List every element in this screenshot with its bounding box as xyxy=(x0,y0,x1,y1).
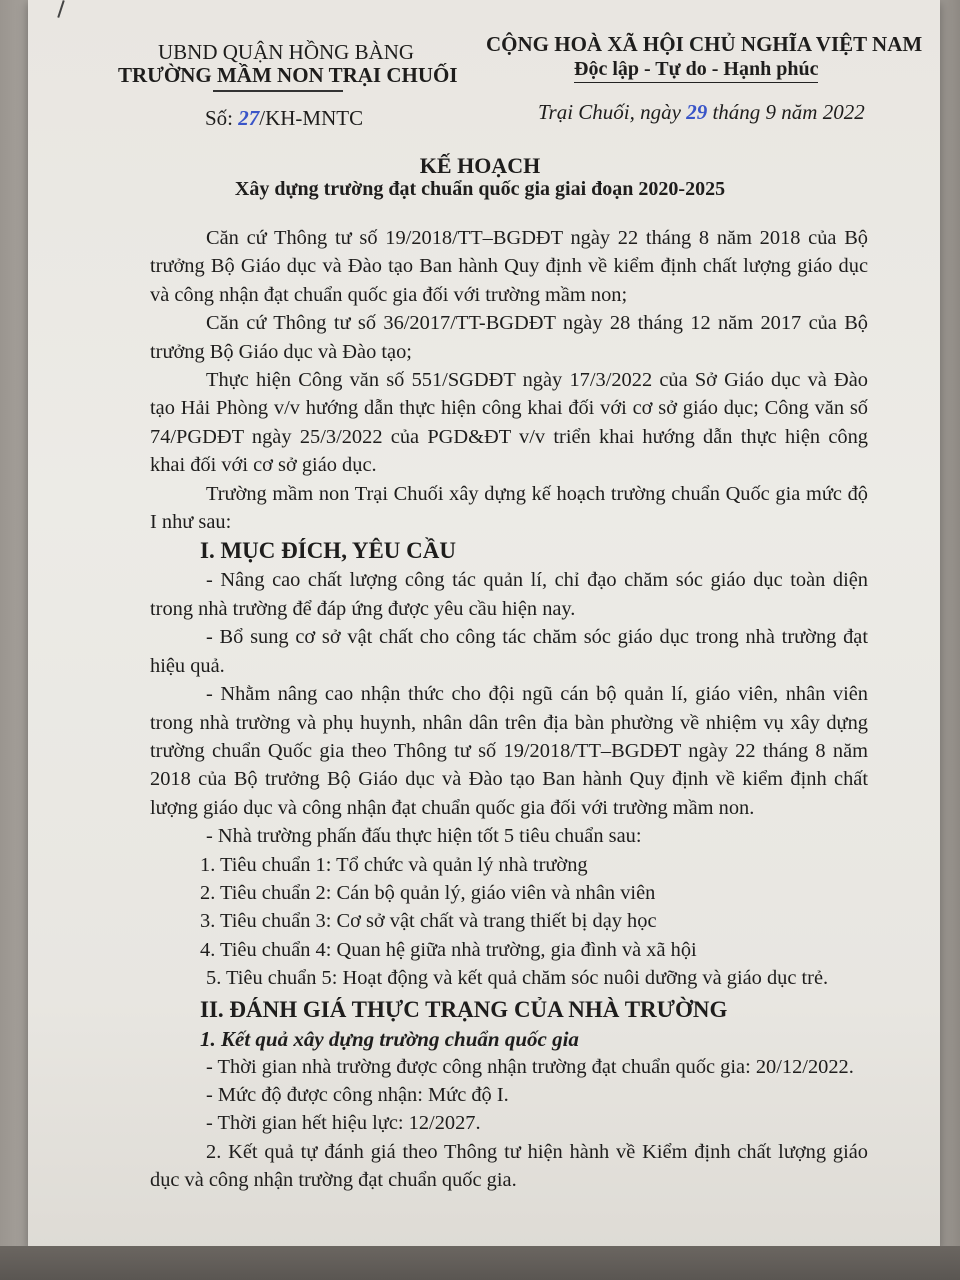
subsection-heading-1: 1. Kết quả xây dựng trường chuẩn quốc gia xyxy=(200,1026,579,1051)
section-heading-2: II. ĐÁNH GIÁ THỰC TRẠNG CỦA NHÀ TRƯỜNG xyxy=(200,996,728,1022)
doc-number-prefix: Số: xyxy=(205,106,239,130)
section2-paragraph: 2. Kết quả tự đánh giá theo Thông tư hiện hành về Kiểm định chất lượng giáo dục và công nhận trường đạt chuẩn quốc gia. xyxy=(150,1140,868,1192)
section-heading-1: I. MỤC ĐÍCH, YÊU CẦU xyxy=(200,538,456,564)
document-title: KẾ HOẠCH xyxy=(419,153,541,178)
org-parent: UBND QUẬN HỒNG BÀNG xyxy=(158,40,415,64)
basis-paragraph: Căn cứ Thông tư số 19/2018/TT–BGDĐT ngày 22 tháng 8 năm 2018 của Bộ trưởng Bộ Giáo dục và Đào tạo Ban hành Quy định về kiểm định chất lượng giáo dục và công nhận đạt chuẩn quốc gia đối với trường mầm non; xyxy=(150,227,868,306)
date-suffix: tháng 9 năm 2022 xyxy=(707,100,865,124)
document-number xyxy=(205,106,363,131)
date-prefix: Trại Chuối, ngày xyxy=(538,100,687,124)
org-name: TRƯỜNG MẦM NON TRẠI CHUỐI xyxy=(118,63,458,87)
document-date xyxy=(538,100,865,125)
date-day-handwritten: 29 xyxy=(686,100,708,124)
standard-item: 5. Tiêu chuẩn 5: Hoạt động và kết quả chăm sóc nuôi dưỡng và giáo dục trẻ. xyxy=(206,967,829,990)
section1-paragraph: - Nhằm nâng cao nhận thức cho đội ngũ cán bộ quản lí, giáo viên, nhân viên trong nhà trường và phụ huynh, nhân dân trên địa bàn phường về nhiệm vụ xây dựng trường chuẩn Quốc gia theo Thông tư số 19/2018/TT–BGDĐT ngày 22 tháng 8 năm 2018 của Bộ trưởng Bộ Giáo dục và Đào tạo Ban hành Quy định về kiểm định chất lượng giáo dục và công nhận đạt chuẩn quốc gia đối với trường mầm non. xyxy=(150,683,868,819)
header-divider xyxy=(213,90,343,92)
national-motto: Độc lập - Tự do - Hạnh phúc xyxy=(574,58,818,83)
document-body xyxy=(150,224,868,1195)
doc-number-suffix: /KH-MNTC xyxy=(259,106,364,130)
section2-item: - Mức độ được công nhận: Mức độ I. xyxy=(206,1083,509,1106)
standard-item: 4. Tiêu chuẩn 4: Quan hệ giữa nhà trường, gia đình và xã hội xyxy=(200,938,697,961)
document-subtitle: Xây dựng trường đạt chuẩn quốc gia giai đoạn 2020-2025 xyxy=(234,178,726,200)
section1-paragraph: - Bổ sung cơ sở vật chất cho công tác chăm sóc giáo dục trong nhà trường đạt hiệu quả. xyxy=(150,626,868,677)
basis-paragraph: Thực hiện Công văn số 551/SGDĐT ngày 17/3/2022 của Sở Giáo dục và Đào tạo Hải Phòng v/v hướng dẫn thực hiện công khai đối với cơ sở giáo dục; Công văn số 74/PGDĐT ngày 25/3/2022 của PGD&ĐT v/v triển khai hướng dẫn thực hiện công khai đối với cơ sở giáo dục. xyxy=(150,369,868,477)
section2-item: - Thời gian hết hiệu lực: 12/2027. xyxy=(206,1112,481,1135)
basis-paragraph: Căn cứ Thông tư số 36/2017/TT-BGDĐT ngày 28 tháng 12 năm 2017 của Bộ trưởng Bộ Giáo dục và Đào tạo; xyxy=(150,312,868,363)
standard-item: 3. Tiêu chuẩn 3: Cơ sở vật chất và trang thiết bị dạy học xyxy=(200,910,657,933)
standard-item: 1. Tiêu chuẩn 1: Tổ chức và quản lý nhà trường xyxy=(200,853,588,876)
section1-paragraph: - Nhà trường phấn đấu thực hiện tốt 5 tiêu chuẩn sau: xyxy=(206,825,642,848)
section1-paragraph: - Nâng cao chất lượng công tác quản lí, chỉ đạo chăm sóc giáo dục toàn diện trong nhà trường để đáp ứng được yêu cầu hiện nay. xyxy=(150,569,868,620)
basis-paragraph: Trường mầm non Trại Chuối xây dựng kế hoạch trường chuẩn Quốc gia mức độ I như sau: xyxy=(150,482,868,534)
doc-number-handwritten: 27 xyxy=(238,106,260,130)
table-surface xyxy=(0,1246,960,1280)
nation-title: CỘNG HOÀ XÃ HỘI CHỦ NGHĨA VIỆT NAM xyxy=(486,32,923,56)
standard-item: 2. Tiêu chuẩn 2: Cán bộ quản lý, giáo viên và nhân viên xyxy=(200,881,656,904)
section2-item: - Thời gian nhà trường được công nhận trường đạt chuẩn quốc gia: 20/12/2022. xyxy=(206,1055,854,1078)
